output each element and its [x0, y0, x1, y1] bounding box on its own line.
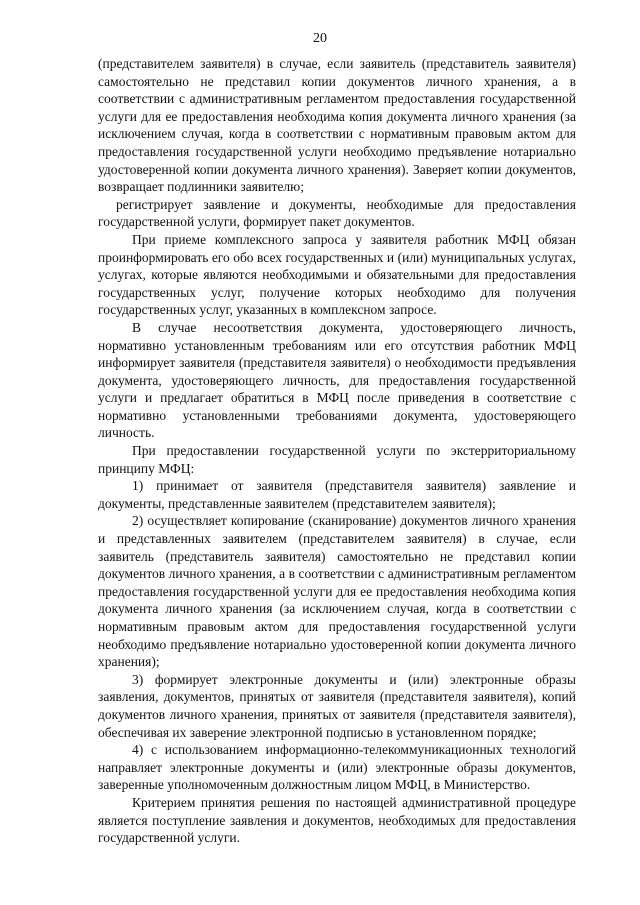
list-item: 3) формирует электронные документы и (или) электронные образы заявления, документов, принятых от заявителя (представителя заявителя), копий документов личного хранения, принятых от заявителя (представителя заявителя), обеспечивая их заверение электронной подписью в установленном порядке; — [98, 671, 576, 740]
paragraph: Критерием принятия решения по настоящей административной процедуре является поступление заявления и документов, необходимых для предоставления государственной услуги. — [98, 794, 576, 846]
page-number: 20 — [313, 31, 327, 46]
paragraph: В случае несоответствия документа, удостоверяющего личность, нормативно установленным требованиям или его отсутствия работник МФЦ информирует заявителя (представителя заявителя) о необходимости предъявления документа, удостоверяющего личность, для предоставления государственной услуги и предлагает обратиться в МФЦ после приведения в соответствие с нормативно установленными требованиями документа, удостоверяющего личность. — [98, 319, 576, 441]
paragraph: При предоставлении государственной услуги по экстерриториальному принципу МФЦ: — [98, 443, 576, 476]
document-body — [98, 55, 576, 847]
list-item: 2) осуществляет копирование (сканирование) документов личного хранения и представленных заявителем (представителем заявителя) в случае, если заявитель (представитель заявителя) самостоятельно не представил копии документов личного хранения, а в соответствии с административным регламентом предоставления государственной услуги для ее предоставления необходима копия документа личного хранения (за исключением случая, когда в соответствии с нормативным правовым актом для предоставления государственной услуги необходимо предъявление нотариально удостоверенной копии документа личного хранения); — [98, 513, 576, 670]
paragraph: При приеме комплексного запроса у заявителя работник МФЦ обязан проинформировать его обо всех государственных и (или) муниципальных услугах, услугах, которые являются необходимыми и обязательными для предоставления государственных услуг, получение которых необходимо для получения государственных услуг, указанных в комплексном запросе. — [98, 231, 576, 318]
paragraph: регистрирует заявление и документы, необходимые для предоставления государственной услуги, формирует пакет документов. — [98, 196, 576, 230]
paragraph: (представителем заявителя) в случае, если заявитель (представитель заявителя) самостоятельно не представил копии документов личного хранения, а в соответствии с административным регламентом предоставления государственной услуги для ее предоставления необходима копия документа личного хранения (за исключением случая, когда в соответствии с нормативным правовым актом для предоставления государственной услуги необходимо предъявление нотариально удостоверенной копии документа личного хранения). Заверяет копии документов, возвращает подлинники заявителю; — [98, 56, 576, 195]
list-item: 4) с использованием информационно-телекоммуникационных технологий направляет электронные документы и (или) электронные образы документов, заверенные уполномоченным должностным лицом МФЦ, в Министерство. — [98, 742, 576, 793]
list-item: 1) принимает от заявителя (представителя заявителя) заявление и документы, представленные заявителем (представителем заявителя); — [98, 478, 576, 511]
